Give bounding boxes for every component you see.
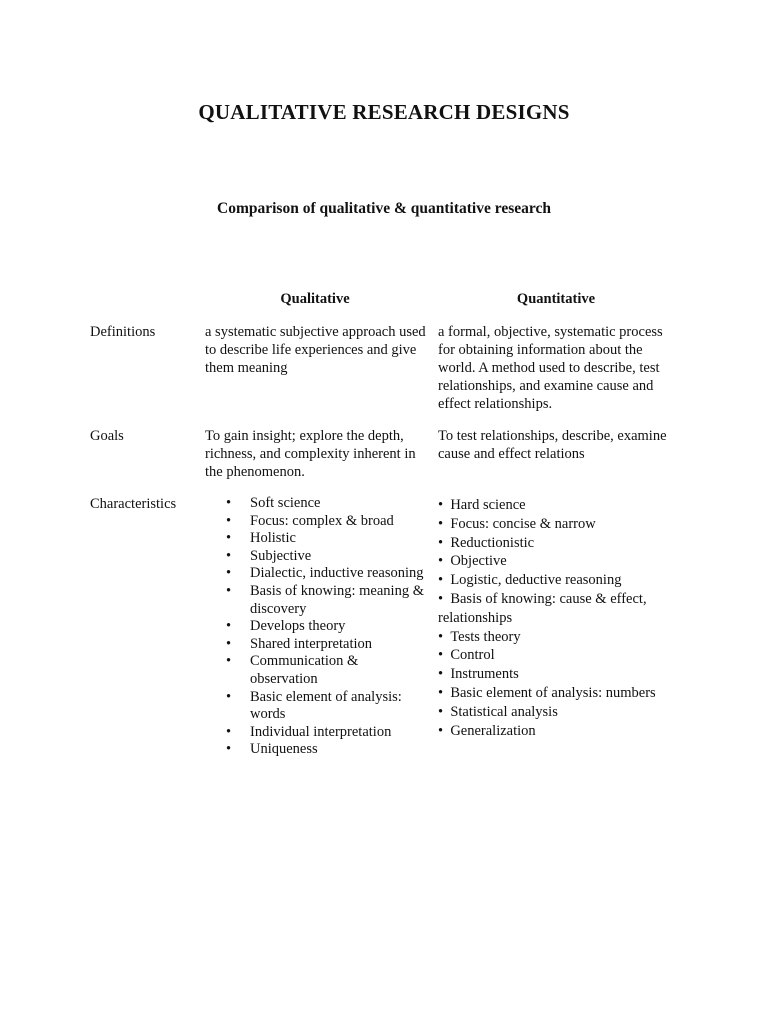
list-item: • Basic element of analysis: words: [226, 689, 426, 724]
list-item: • Basis of knowing: meaning & discovery: [226, 583, 426, 618]
page-title: QUALITATIVE RESEARCH DESIGNS: [198, 100, 570, 124]
definitions-quantitative-cell: a formal, objective, systematic process for obtaining information about the world. A method used to describe, test relationships, and examine cause and effect relationships.: [438, 324, 663, 412]
goals-qualitative-cell: To gain insight; explore the depth, richness, and complexity inherent in the phenomenon.: [205, 428, 416, 480]
list-item: • Communication & observation: [226, 653, 426, 688]
column-header-qualitative: Qualitative: [280, 291, 350, 307]
row-label-characteristics: Characteristics: [90, 496, 177, 512]
list-item: • Focus: complex & broad: [226, 513, 426, 531]
goals-quantitative-cell: To test relationships, describe, examine cause and effect relations: [438, 428, 667, 462]
definitions-qualitative-cell: a systematic subjective approach used to describe life experiences and give them meaning: [205, 324, 426, 376]
row-label-goals: Goals: [90, 428, 124, 444]
list-item: • Soft science: [226, 495, 426, 513]
list-item: • Basis of knowing: cause & effect, relationships: [438, 590, 678, 628]
list-item: • Subjective: [226, 548, 426, 566]
column-header-quantitative: Quantitative: [516, 291, 596, 307]
row-label-definitions: Definitions: [90, 324, 156, 340]
list-item: • Generalization: [438, 722, 678, 741]
list-item: • Tests theory: [438, 628, 678, 647]
list-item: • Reductionistic: [438, 534, 678, 553]
list-item: • Focus: concise & narrow: [438, 515, 678, 534]
list-item: • Uniqueness: [226, 741, 426, 759]
characteristics-qualitative-list: [226, 495, 426, 759]
list-item: • Hard science: [438, 496, 678, 515]
list-item: • Dialectic, inductive reasoning: [226, 565, 426, 583]
list-item: • Individual interpretation: [226, 724, 426, 742]
list-item: • Logistic, deductive reasoning: [438, 571, 678, 590]
characteristics-quantitative-list: [438, 496, 678, 740]
list-item: • Statistical analysis: [438, 703, 678, 722]
list-item: • Develops theory: [226, 618, 426, 636]
list-item: • Holistic: [226, 530, 426, 548]
list-item: • Control: [438, 646, 678, 665]
list-item: • Basic element of analysis: numbers: [438, 684, 678, 703]
list-item: • Shared interpretation: [226, 636, 426, 654]
list-item: • Objective: [438, 552, 678, 571]
page-subtitle: Comparison of qualitative & quantitative research: [217, 200, 551, 217]
list-item: • Instruments: [438, 665, 678, 684]
